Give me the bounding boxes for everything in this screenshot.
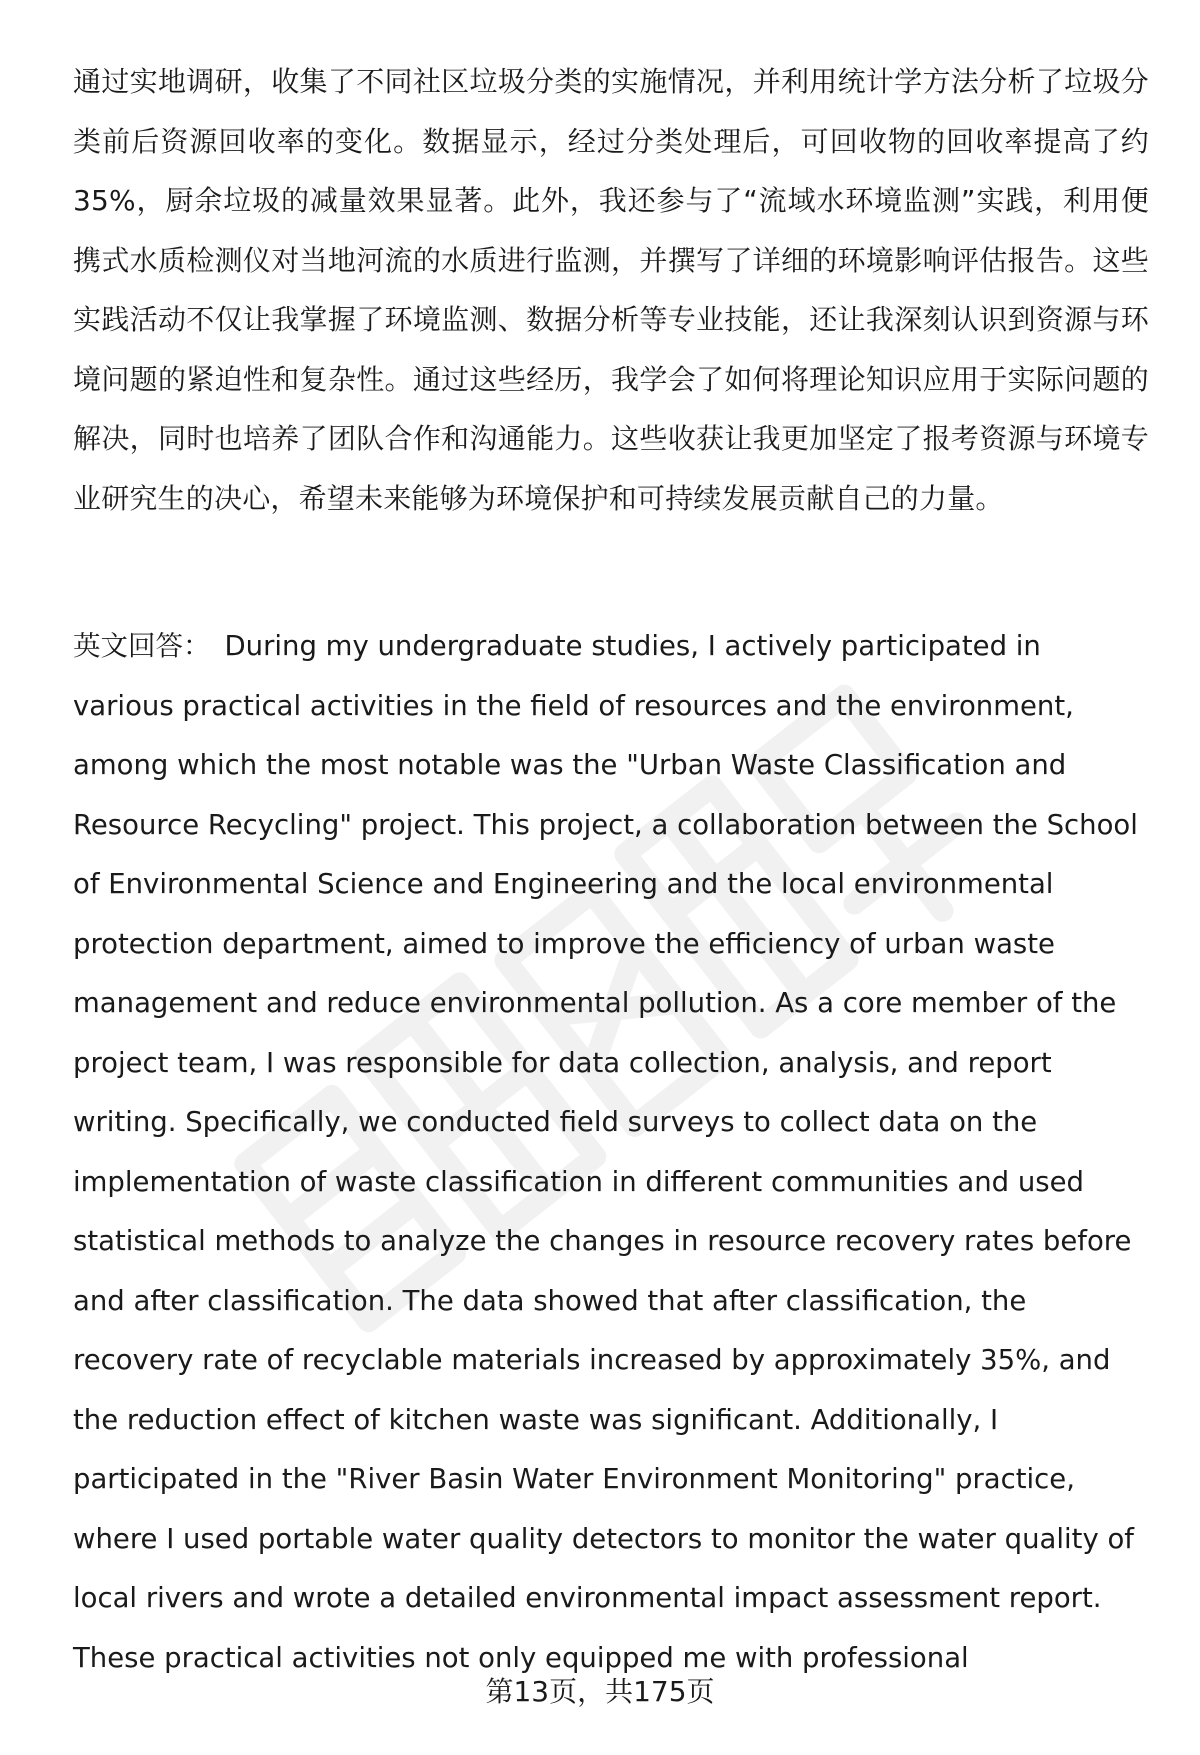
- english-answer-paragraph: [73, 617, 1149, 1688]
- chinese-answer-paragraph: 通过实地调研，收集了不同社区垃圾分类的实施情况，并利用统计学方法分析了垃圾分类前后资源回收率的变化。数据显示，经过分类处理后，可回收物的回收率提高了约35%，厨余垃圾的减量效果显著。此外，我还参与了“流域水环境监测”实践，利用便携式水质检测仪对当地河流的水质进行监测，并撰写了详细的环境影响评估报告。这些实践活动不仅让我掌握了环境监测、数据分析等专业技能，还让我深刻认识到资源与环境问题的紧迫性和复杂性。通过这些经历，我学会了如何将理论知识应用于实际问题的解决，同时也培养了团队合作和沟通能力。这些收获让我更加坚定了报考资源与环境专业研究生的决心，希望未来能够为环境保护和可持续发展贡献自己的力量。: [73, 65, 1149, 515]
- english-answer-label: 英文回答：: [73, 630, 211, 662]
- page-number-footer: 第13页，共175页: [485, 1675, 715, 1708]
- english-answer-text: During my undergraduate studies, I actively participated in various practical activities in the field of resources and the environment, among which the most notable was the "Urban Waste Classification and Resource Recycling" project. This project, a collaboration between the School of Environmental Science and Engineering and the local environmental protection department, aimed to improve the efficiency of urban waste management and reduce environmental pollution. As a core member of the project team, I was responsible for data collection, analysis, and report writing. Specifically, we conducted field surveys to collect data on the implementation of waste classification in different communities and used statistical methods to analyze the changes in resource recovery rates before and after classification. The data showed that after classification, the recovery rate of recyclable materials increased by approximately 35%, and the reduction effect of kitchen waste was significant. Additionally, I participated in the "River Basin Water Environment Monitoring" practice, where I used portable water quality detectors to monitor the water quality of local rivers and wrote a detailed environmental impact assessment report. These practical activities not only equipped me with professional: [73, 630, 1138, 1674]
